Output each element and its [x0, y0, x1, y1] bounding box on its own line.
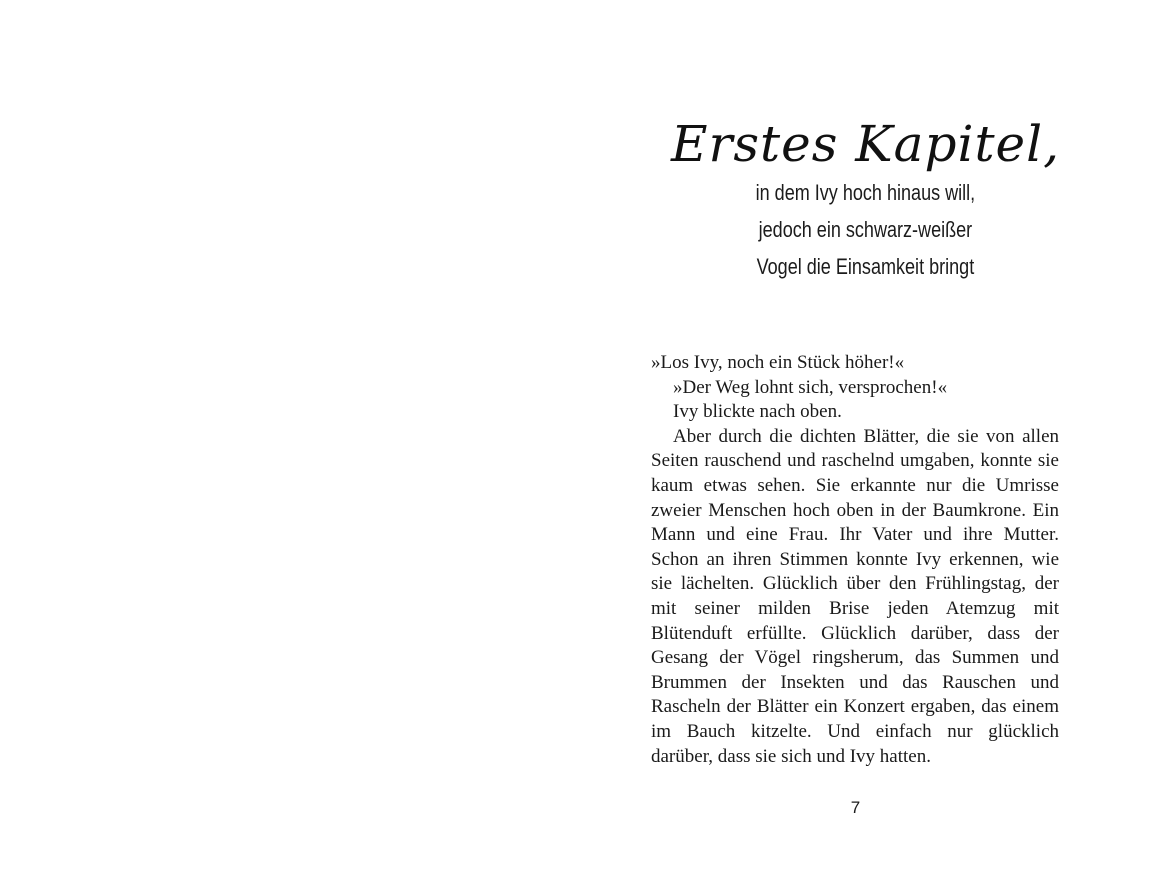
subtitle-line: Vogel die Einsamkeit bringt — [756, 254, 975, 279]
chapter-body-text — [651, 351, 1059, 769]
paragraph: Ivy blickte nach oben. — [673, 401, 842, 423]
chapter-subtitle — [629, 174, 1102, 285]
paragraph: »Los Ivy, noch ein Stück höher!« — [651, 352, 905, 373]
page-number: 7 — [850, 798, 861, 817]
right-page — [577, 0, 1154, 886]
paragraph: »Der Weg lohnt sich, versprochen!« — [673, 376, 948, 398]
subtitle-line: jedoch ein schwarz-weißer — [758, 217, 973, 242]
chapter-title: Erstes Kapitel, — [670, 115, 1061, 173]
paragraph: Aber durch die dichten Blätter, die sie von allen Seiten rauschend und raschelnd umgaben, konnte sie kaum etwas sehen. Sie erkannte nur die Umrisse zweier Menschen hoch oben in der Baumkrone. Ein Mann und eine Frau. Ihr Vater und ihre Mutter. Schon an ihren Stimmen konnte Ivy erkennen, wie sie lächelten. Glücklich über den Frühlingstag, der mit seiner milden Brise jeden Atemzug mit Blütenduft erfüllte. Glücklich darüber, dass der Gesang der Vögel ringsherum, das Summen und Brummen der Insekten und das Rauschen und Rascheln der Blätter ein Konzert ergaben, das einem im Bauch kitzelte. Und einfach nur glücklich darüber, dass sie sich und Ivy hatten. — [651, 425, 1059, 767]
subtitle-line: in dem Ivy hoch hinaus will, — [755, 180, 976, 205]
